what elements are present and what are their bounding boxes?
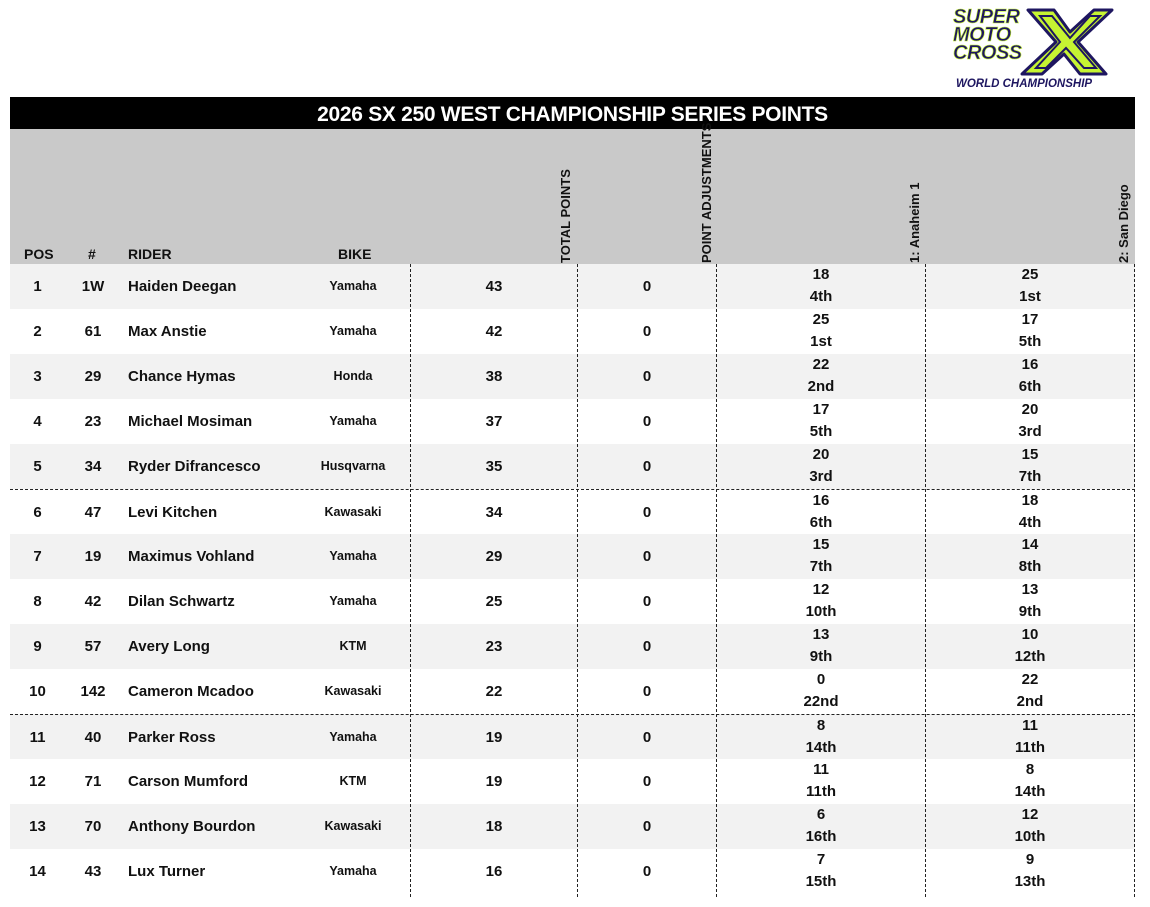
header-point-adjustments: POINT ADJUSTMENTS	[699, 122, 714, 263]
logo-x-icon	[1014, 6, 1114, 76]
column-divider	[1134, 264, 1135, 897]
cell-total-points: 37	[485, 413, 503, 430]
cell-race-2	[926, 264, 1134, 309]
race-2-place: 2nd	[1016, 693, 1044, 710]
cell-race-1	[717, 759, 925, 804]
race-2-points: 9	[1025, 851, 1035, 868]
cell-pos: 11	[29, 729, 46, 746]
header-total-points: TOTAL POINTS	[558, 169, 573, 263]
cell-rider: Maximus Vohland	[128, 548, 255, 565]
cell-point-adjustment: 0	[642, 818, 652, 835]
cell-bike: Yamaha	[329, 864, 377, 878]
cell-race-2	[926, 444, 1134, 489]
cell-race-1	[717, 534, 925, 579]
race-2-points: 15	[1021, 446, 1039, 463]
race-2-place: 6th	[1018, 378, 1042, 395]
table-row	[10, 309, 1135, 354]
race-1-points: 0	[816, 671, 826, 688]
cell-point-adjustment: 0	[642, 368, 652, 385]
cell-rider: Anthony Bourdon	[128, 818, 256, 835]
logo-word-moto: MOTO	[953, 24, 1011, 46]
cell-race-1	[717, 490, 925, 535]
race-1-place: 15th	[805, 873, 837, 890]
cell-rider: Parker Ross	[128, 729, 216, 746]
table-row	[10, 714, 1135, 759]
header-race-2: 2: San Diego	[1116, 184, 1131, 263]
cell-total-points: 38	[485, 368, 503, 385]
race-1-points: 8	[816, 717, 826, 734]
cell-pos: 6	[33, 504, 42, 521]
cell-number: 43	[84, 863, 102, 880]
table-row	[10, 489, 1135, 534]
cell-race-2	[926, 579, 1134, 624]
cell-point-adjustment: 0	[642, 638, 652, 655]
table-row	[10, 579, 1135, 624]
cell-point-adjustment: 0	[642, 413, 652, 430]
logo-tagline: WORLD CHAMPIONSHIP	[956, 78, 1093, 90]
race-1-points: 22	[812, 356, 830, 373]
cell-pos: 8	[33, 593, 42, 610]
cell-total-points: 18	[485, 818, 503, 835]
cell-pos: 10	[29, 683, 46, 700]
cell-rider: Cameron Mcadoo	[128, 683, 254, 700]
header-rider: RIDER	[128, 246, 172, 262]
race-2-place: 3rd	[1018, 423, 1042, 440]
cell-race-1	[717, 264, 925, 309]
race-1-points: 15	[812, 536, 830, 553]
race-1-place: 4th	[809, 288, 833, 305]
race-2-points: 13	[1021, 581, 1039, 598]
cell-race-2	[926, 354, 1134, 399]
race-1-place: 6th	[809, 514, 833, 531]
race-2-place: 4th	[1018, 514, 1042, 531]
race-1-points: 17	[812, 401, 830, 418]
race-1-place: 10th	[805, 603, 837, 620]
header-pos: POS	[24, 246, 54, 262]
cell-number: 19	[84, 548, 102, 565]
cell-number: 47	[84, 504, 102, 521]
race-1-place: 2nd	[807, 378, 835, 395]
cell-rider: Carson Mumford	[128, 773, 248, 790]
cell-bike: Yamaha	[329, 414, 377, 428]
race-1-points: 25	[812, 311, 830, 328]
cell-point-adjustment: 0	[642, 729, 652, 746]
race-1-place: 3rd	[809, 468, 833, 485]
table-row	[10, 534, 1135, 579]
race-1-points: 20	[812, 446, 830, 463]
race-2-points: 16	[1021, 356, 1039, 373]
race-1-points: 7	[816, 851, 826, 868]
cell-race-2	[926, 624, 1134, 669]
cell-number: 1W	[81, 278, 105, 295]
cell-bike: Kawasaki	[324, 684, 382, 698]
cell-point-adjustment: 0	[642, 278, 652, 295]
column-divider	[410, 264, 411, 897]
cell-rider: Avery Long	[128, 638, 210, 655]
cell-rider: Max Anstie	[128, 323, 207, 340]
cell-race-1	[717, 804, 925, 849]
race-2-points: 11	[1022, 717, 1038, 734]
race-1-points: 11	[813, 761, 829, 778]
race-1-place: 16th	[805, 828, 837, 845]
race-2-place: 7th	[1018, 468, 1042, 485]
cell-number: 40	[84, 729, 102, 746]
cell-pos: 7	[33, 548, 42, 565]
cell-race-1	[717, 579, 925, 624]
cell-bike: KTM	[339, 774, 367, 788]
cell-total-points: 43	[485, 278, 503, 295]
cell-total-points: 22	[485, 683, 503, 700]
page-title: 2026 SX 250 WEST CHAMPIONSHIP SERIES POINTS	[10, 97, 1135, 129]
cell-point-adjustment: 0	[642, 863, 652, 880]
cell-total-points: 35	[485, 458, 503, 475]
cell-race-2	[926, 399, 1134, 444]
cell-number: 70	[84, 818, 102, 835]
cell-bike: Kawasaki	[324, 505, 382, 519]
table-row	[10, 399, 1135, 444]
cell-number: 71	[84, 773, 102, 790]
cell-race-2	[926, 715, 1134, 760]
race-1-place: 1st	[810, 333, 832, 350]
race-2-place: 11th	[1014, 739, 1045, 756]
cell-race-1	[717, 354, 925, 399]
supermotocross-logo	[950, 4, 1130, 92]
cell-total-points: 23	[485, 638, 503, 655]
cell-total-points: 25	[485, 593, 503, 610]
cell-point-adjustment: 0	[642, 458, 652, 475]
header-race-1: 1: Anaheim 1	[907, 182, 922, 263]
cell-rider: Dilan Schwartz	[128, 593, 235, 610]
race-2-points: 17	[1021, 311, 1039, 328]
cell-pos: 5	[33, 458, 42, 475]
race-1-points: 18	[812, 266, 830, 283]
cell-bike: Husqvarna	[320, 459, 386, 473]
cell-point-adjustment: 0	[642, 323, 652, 340]
cell-race-2	[926, 759, 1134, 804]
race-1-place: 5th	[809, 423, 833, 440]
cell-rider: Chance Hymas	[128, 368, 236, 385]
race-2-place: 5th	[1018, 333, 1042, 350]
cell-number: 61	[84, 323, 102, 340]
cell-pos: 14	[29, 863, 46, 880]
table-row	[10, 849, 1135, 894]
logo-word-super: SUPER	[953, 6, 1020, 28]
race-2-place: 12th	[1014, 648, 1046, 665]
cell-race-2	[926, 849, 1134, 894]
race-2-points: 10	[1021, 626, 1039, 643]
cell-bike: Yamaha	[329, 279, 377, 293]
cell-number: 29	[84, 368, 102, 385]
cell-rider: Michael Mosiman	[128, 413, 253, 430]
race-1-points: 6	[816, 806, 826, 823]
cell-race-2	[926, 534, 1134, 579]
cell-total-points: 16	[485, 863, 503, 880]
cell-rider: Levi Kitchen	[128, 504, 218, 521]
race-1-place: 14th	[805, 739, 837, 756]
cell-point-adjustment: 0	[642, 504, 652, 521]
table-row	[10, 804, 1135, 849]
column-divider	[925, 264, 926, 897]
race-1-points: 12	[812, 581, 830, 598]
race-2-place: 1st	[1019, 288, 1041, 305]
cell-pos: 1	[33, 278, 42, 295]
cell-bike: Yamaha	[329, 324, 377, 338]
cell-bike: Yamaha	[329, 730, 377, 744]
race-1-place: 22nd	[803, 693, 839, 710]
cell-race-1	[717, 309, 925, 354]
cell-pos: 2	[33, 323, 42, 340]
cell-race-1	[717, 669, 925, 714]
cell-pos: 13	[29, 818, 46, 835]
table-row	[10, 264, 1135, 309]
table-row	[10, 759, 1135, 804]
race-2-place: 10th	[1014, 828, 1046, 845]
cell-race-2	[926, 309, 1134, 354]
table-row	[10, 444, 1135, 489]
cell-bike: Honda	[333, 369, 373, 383]
cell-rider: Ryder Difrancesco	[128, 458, 261, 475]
table-row	[10, 624, 1135, 669]
cell-total-points: 42	[485, 323, 503, 340]
cell-pos: 12	[29, 773, 46, 790]
cell-point-adjustment: 0	[642, 548, 652, 565]
standings-table	[10, 264, 1135, 894]
cell-total-points: 19	[485, 773, 503, 790]
cell-race-2	[926, 804, 1134, 849]
table-header	[10, 122, 1135, 264]
cell-race-1	[717, 444, 925, 489]
cell-pos: 4	[33, 413, 42, 430]
cell-number: 57	[84, 638, 102, 655]
cell-race-2	[926, 669, 1134, 714]
cell-bike: Kawasaki	[324, 819, 382, 833]
cell-rider: Haiden Deegan	[128, 278, 237, 295]
cell-bike: KTM	[339, 639, 367, 653]
race-2-place: 8th	[1018, 558, 1042, 575]
race-2-place: 9th	[1018, 603, 1042, 620]
race-2-points: 18	[1021, 492, 1039, 509]
cell-number: 142	[80, 683, 106, 700]
race-2-points: 12	[1021, 806, 1039, 823]
cell-bike: Yamaha	[329, 549, 377, 563]
column-divider	[577, 264, 578, 897]
race-2-points: 22	[1021, 671, 1039, 688]
cell-race-1	[717, 624, 925, 669]
cell-number: 34	[84, 458, 102, 475]
cell-number: 42	[84, 593, 102, 610]
cell-point-adjustment: 0	[642, 593, 652, 610]
cell-race-1	[717, 715, 925, 760]
cell-total-points: 29	[485, 548, 503, 565]
cell-point-adjustment: 0	[642, 683, 652, 700]
race-2-place: 13th	[1014, 873, 1046, 890]
race-2-place: 14th	[1014, 783, 1046, 800]
column-divider	[716, 264, 717, 897]
header-bike: BIKE	[338, 246, 372, 262]
table-row	[10, 669, 1135, 714]
table-row	[10, 354, 1135, 399]
cell-bike: Yamaha	[329, 594, 377, 608]
race-1-points: 13	[812, 626, 830, 643]
cell-race-2	[926, 490, 1134, 535]
cell-number: 23	[84, 413, 102, 430]
race-1-points: 16	[812, 492, 830, 509]
cell-total-points: 34	[485, 504, 503, 521]
cell-pos: 9	[33, 638, 42, 655]
race-1-place: 9th	[809, 648, 833, 665]
race-1-place: 7th	[809, 558, 833, 575]
race-2-points: 20	[1021, 401, 1039, 418]
cell-pos: 3	[33, 368, 42, 385]
logo-word-cross: CROSS	[953, 42, 1022, 64]
race-1-place: 11th	[805, 783, 836, 800]
cell-point-adjustment: 0	[642, 773, 652, 790]
race-2-points: 14	[1021, 536, 1039, 553]
cell-race-1	[717, 849, 925, 894]
race-2-points: 8	[1025, 761, 1035, 778]
cell-total-points: 19	[485, 729, 503, 746]
header-number: #	[88, 246, 96, 262]
cell-rider: Lux Turner	[128, 863, 206, 880]
cell-race-1	[717, 399, 925, 444]
race-2-points: 25	[1021, 266, 1039, 283]
